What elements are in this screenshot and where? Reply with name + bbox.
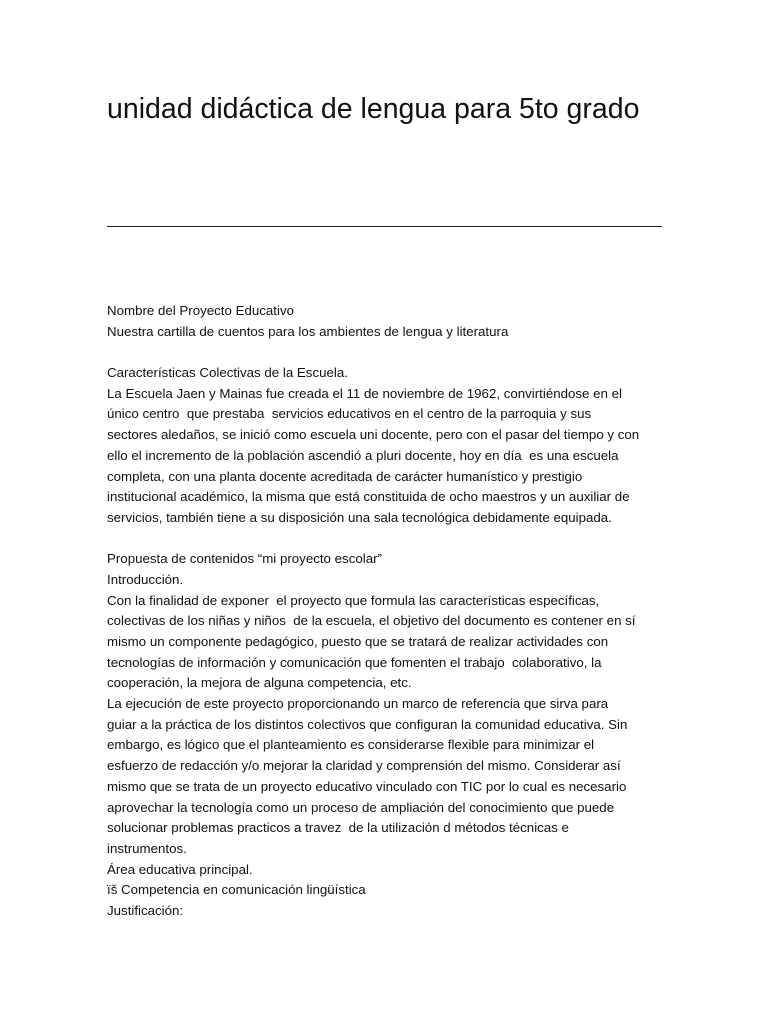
- proposal-line: tecnologías de información y comunicación que fomenten el trabajo colaborativo, la: [107, 654, 602, 670]
- school-heading: Características Colectivas de la Escuela.: [107, 365, 348, 381]
- paragraph-gap: [107, 342, 667, 363]
- justification-heading: Justificación:: [107, 902, 184, 918]
- proposal-line: La ejecución de este proyecto proporcionando un marco de referencia que sirva para: [107, 696, 609, 712]
- project-name-value: Nuestra cartilla de cuentos para los ambientes de lengua y literatura: [107, 323, 509, 339]
- proposal-line: mismo un componente pedagógico, puesto que se tratará de realizar actividades con: [107, 634, 609, 649]
- document-title: unidad didáctica de lengua para 5to grado: [107, 93, 640, 125]
- document-body: [107, 301, 667, 922]
- area-item: ïš Competencia en comunicación lingüística: [107, 882, 366, 898]
- proposal-line: guiar a la práctica de los distintos colectivos que configuran la comunidad educativa. Sin: [107, 716, 628, 732]
- area-heading: Área educativa principal.: [107, 861, 253, 877]
- school-line: ello el incremento de la población ascendió a pluri docente, hoy en día es una escuela: [107, 447, 619, 463]
- proposal-line: cooperación, la mejora de alguna competencia, etc.: [107, 675, 412, 691]
- proposal-line: colectivas de los niñas y niños de la escuela, el objetivo del documento es contener en sí: [107, 613, 636, 629]
- paragraph-gap: [107, 529, 667, 550]
- proposal-line: mismo que se trata de un proyecto educativo vinculado con TIC por lo cual es necesario: [107, 778, 627, 794]
- school-line: sectores aledaños, se inició como escuela uni docente, pero con el pasar del tiempo y con: [107, 427, 640, 443]
- title-divider: [107, 226, 662, 227]
- proposal-heading: Propuesta de contenidos “mi proyecto escolar”: [107, 551, 382, 567]
- proposal-line: aprovechar la tecnología como un proceso de ampliación del conocimiento que puede: [107, 799, 615, 815]
- school-line: completa, con una planta docente acreditada de carácter humanístico y prestigio: [107, 468, 583, 484]
- school-line: institucional académico, la misma que está constituida de ocho maestros y un auxiliar de: [107, 489, 630, 505]
- proposal-line: solucionar problemas practicos a travez de la utilización d métodos técnicas e: [107, 820, 569, 836]
- proposal-line: embargo, es lógico que el planteamiento es considerarse flexible para minimizar el: [107, 737, 595, 753]
- school-line: servicios, también tiene a su disposición una sala tecnológica debidamente equipada.: [107, 509, 612, 525]
- introduction-heading: Introducción.: [107, 571, 184, 587]
- school-line: único centro que prestaba servicios educativos en el centro de la parroquia y sus: [107, 406, 592, 422]
- proposal-line: Con la finalidad de exponer el proyecto que formula las características específicas,: [107, 592, 600, 608]
- proposal-line: esfuerzo de redacción y/o mejorar la claridad y comprensión del mismo. Considerar así: [107, 758, 621, 774]
- project-name-heading: Nombre del Proyecto Educativo: [107, 303, 294, 318]
- proposal-line: instrumentos.: [107, 840, 187, 856]
- school-line: La Escuela Jaen y Mainas fue creada el 11 de noviembre de 1962, convirtiéndose en el: [107, 385, 622, 401]
